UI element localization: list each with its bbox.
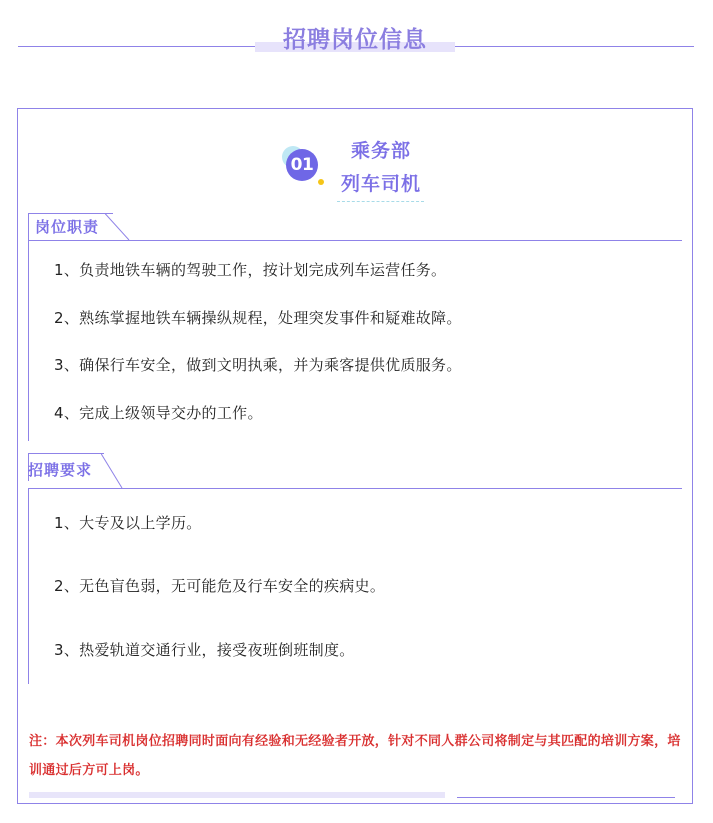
requirement-item-3: 3、热爱轨道交通行业，接受夜班倒班制度。 [54,641,355,659]
duty-item-3: 3、确保行车安全，做到文明执乘，并为乘客提供优质服务。 [54,356,462,374]
duties-section-line [28,240,682,241]
duties-section-heading: 岗位职责 [35,218,100,236]
requirements-tab-slant [101,453,123,489]
duties-tab-slant [105,213,130,241]
footer-bar-decoration [29,792,445,798]
position-number-badge: 01 [286,149,318,181]
badge-dot-decoration [318,179,324,185]
duty-item-1: 1、负责地铁车辆的驾驶工作，按计划完成列车运营任务。 [54,261,447,279]
page-title: 招聘岗位信息 [283,27,427,53]
department-name: 乘务部 [350,140,411,162]
requirements-section-heading: 招聘要求 [28,461,93,479]
recruitment-note: 注：本次列车司机岗位招聘同时面向有经验和无经验者开放，针对不同人群公司将制定与其匹配的培训方案，培训通过后方可上岗。 [29,734,681,778]
requirement-item-1: 1、大专及以上学历。 [54,514,202,532]
duty-item-4: 4、完成上级领导交办的工作。 [54,404,263,422]
job-title: 列车司机 [340,173,421,195]
requirements-left-rule [28,489,29,684]
duty-item-2: 2、熟练掌握地铁车辆操纵规程，处理突发事件和疑难故障。 [54,309,462,327]
requirements-section-line [28,488,682,489]
job-title-underline [337,201,424,202]
footer-line-decoration [457,797,675,798]
requirement-item-2: 2、无色盲色弱，无可能危及行车安全的疾病史。 [54,577,386,595]
duties-left-rule [28,241,29,441]
